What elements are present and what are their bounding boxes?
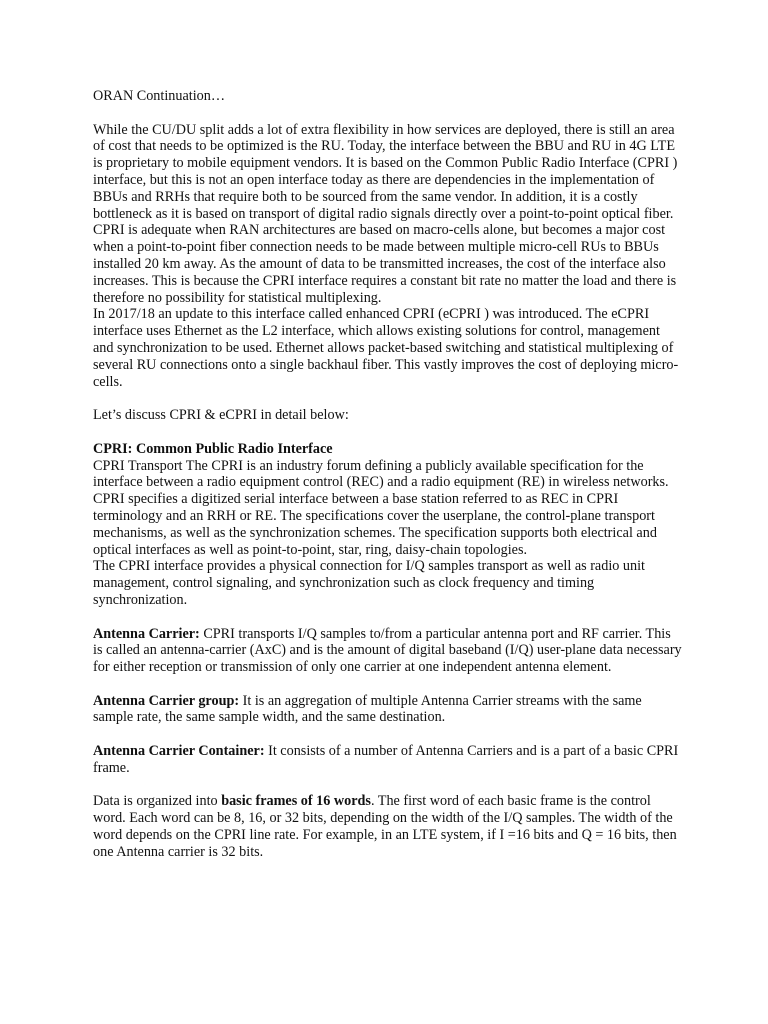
cpri-paragraph-1: CPRI Transport The CPRI is an industry forum defining a publicly available specification for the interface between a radio equipment control (REC) and a radio equipment (RE) in wireless networks. CPRI specifies a digitized serial interface between a base station referred to as REC in CPRI terminology and an RRH or RE. The specifications cover the userplane, the control-plane transport mechanisms, as well as the synchronization schemes. The specification supports both electrical and optical interfaces as well as point-to-point, star, ring, daisy-chain topologies. <box>93 457 669 558</box>
antenna-container-text: It consists of a number of Antenna Carriers and is a part of a basic CPRI frame. <box>93 743 679 776</box>
data-bold-text: basic frames of 16 words <box>221 793 371 810</box>
intro-paragraph-2: In 2017/18 an update to this interface called enhanced CPRI (eCPRI ) was introduced. The eCPRI interface uses Ethernet as the L2 interface, which allows existing solutions for control, management and synchronization to be used. Ethernet allows packet-based switching and statistical multiplexing of several RU connections onto a single backhaul fiber. This vastly improves the cost of deploying micro-cells. <box>93 306 679 390</box>
intro-paragraph-1: While the CU/DU split adds a lot of extra flexibility in how services are deployed, there is still an area of cost that needs to be optimized is the RU. Today, the interface between the BBU and RU in 4G LTE is proprietary to mobile equipment vendors. It is based on the Common Public Radio Interface (CPRI ) interface, but this is not an open interface today as there are dependencies in the implementation of BBUs and RRHs that require both to be sourced from the same vendor. In addition, it is a costly bottleneck as it is based on transport of digital radio signals directly over a point-to-point optical fiber. CPRI is adequate when RAN architectures are based on macro-cells alone, but becomes a major cost when a point-to-point fiber connection needs to be made between multiple micro-cell RUs to BBUs installed 20 km away. As the amount of data to be transmitted increases, the cost of the interface also increases. This is because the CPRI interface requires a constant bit rate no matter the load and there is therefore no possibility for statistical multiplexing. <box>93 121 678 306</box>
antenna-group-text: It is an aggregation of multiple Antenna Carrier streams with the same sample rate, the same sample width, and the same destination. <box>93 692 642 726</box>
antenna-container-paragraph <box>93 743 683 777</box>
cpri-section <box>93 441 683 559</box>
antenna-group-paragraph <box>93 693 683 727</box>
data-organization-paragraph <box>93 793 683 860</box>
data-pre-text: Data is organized into <box>93 793 222 810</box>
antenna-carrier-text: CPRI transports I/Q samples to/from a particular antenna port and RF carrier. This is called an antenna-carrier (AxC) and is the amount of digital baseband (I/Q) user-plane data necessary for either reception or transmission of only one carrier at one independent antenna element. <box>93 625 682 676</box>
data-post-text: . The first word of each basic frame is the control word. Each word can be 8, 16, or 32 bits, depending on the width of the I/Q samples. The width of the word depends on the CPRI line rate. For example, in an LTE system, if I =16 bits and Q = 16 bits, then one Antenna carrier is 32 bits. <box>93 793 677 860</box>
cpri-heading: CPRI: Common Public Radio Interface <box>93 440 333 457</box>
document-page <box>93 88 683 877</box>
antenna-carrier-term: Antenna Carrier: <box>93 625 200 642</box>
antenna-group-term: Antenna Carrier group: <box>93 692 240 709</box>
discuss-line: Let’s discuss CPRI & eCPRI in detail below: <box>93 407 349 424</box>
antenna-container-term: Antenna Carrier Container: <box>93 743 269 760</box>
antenna-carrier-paragraph <box>93 626 683 676</box>
cpri-paragraph-2: The CPRI interface provides a physical connection for I/Q samples transport as well as radio unit management, control signaling, and synchronization such as clock frequency and timing synchronization. <box>93 558 645 608</box>
document-heading: ORAN Continuation… <box>93 88 226 104</box>
